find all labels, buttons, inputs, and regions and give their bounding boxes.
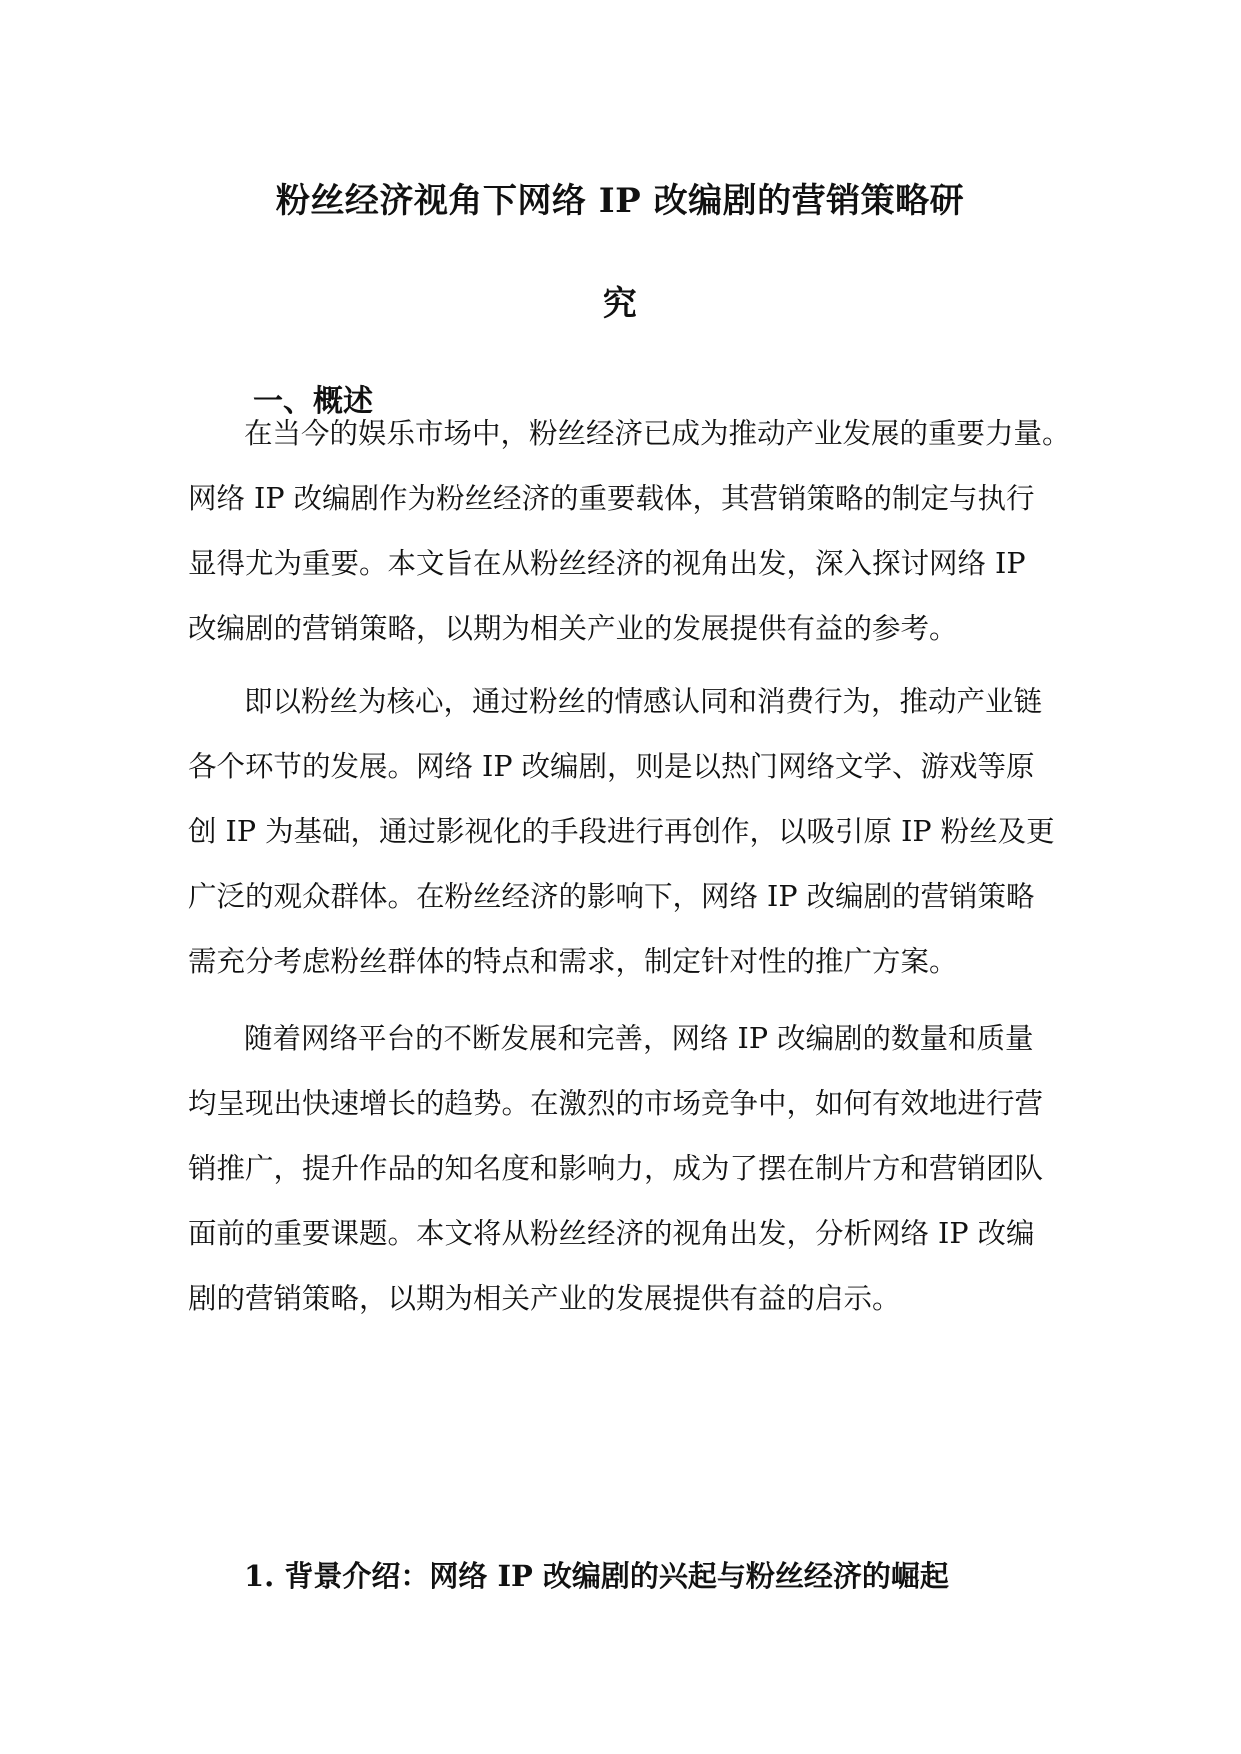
paragraph-1-line-1: 在当今的娱乐市场中，粉丝经济已成为推动产业发展的重要力量。	[244, 417, 1071, 450]
paragraph-1-line-3: 显得尤为重要。本文旨在从粉丝经济的视角出发，深入探讨网络 IP	[188, 547, 1026, 580]
paragraph-2-line-1: 即以粉丝为核心，通过粉丝的情感认同和消费行为，推动产业链	[244, 685, 1043, 718]
section-heading-overview: 一、概述	[253, 384, 373, 419]
paragraph-3-line-2: 均呈现出快速增长的趋势。在激烈的市场竞争中，如何有效地进行营	[188, 1087, 1044, 1120]
document-title	[190, 150, 1050, 356]
paragraph-1-line-2: 网络 IP 改编剧作为粉丝经济的重要载体，其营销策略的制定与执行	[188, 482, 1035, 515]
title-line-2: 究	[602, 284, 638, 324]
paragraph-2-line-2: 各个环节的发展。网络 IP 改编剧，则是以热门网络文学、游戏等原	[188, 750, 1035, 783]
title-line-1: 粉丝经济视角下网络 IP 改编剧的营销策略研	[275, 181, 965, 221]
paragraph-2-line-5: 需充分考虑粉丝群体的特点和需求，制定针对性的推广方案。	[188, 945, 958, 978]
paragraph-3-line-3: 销推广，提升作品的知名度和影响力，成为了摆在制片方和营销团队	[188, 1152, 1044, 1185]
paragraph-3-line-4: 面前的重要课题。本文将从粉丝经济的视角出发，分析网络 IP 改编	[188, 1217, 1035, 1250]
paragraph-1-line-4: 改编剧的营销策略，以期为相关产业的发展提供有益的参考。	[188, 612, 958, 645]
paragraph-3-line-5: 剧的营销策略，以期为相关产业的发展提供有益的启示。	[188, 1282, 901, 1315]
paragraph-3-line-1: 随着网络平台的不断发展和完善，网络 IP 改编剧的数量和质量	[244, 1022, 1034, 1055]
paragraph-2-line-4: 广泛的观众群体。在粉丝经济的影响下，网络 IP 改编剧的营销策略	[188, 880, 1035, 913]
paragraph-2-line-3: 创 IP 为基础，通过影视化的手段进行再创作，以吸引原 IP 粉丝及更	[188, 815, 1055, 848]
subsection-heading-background: 1. 背景介绍：网络 IP 改编剧的兴起与粉丝经济的崛起	[244, 1559, 949, 1593]
